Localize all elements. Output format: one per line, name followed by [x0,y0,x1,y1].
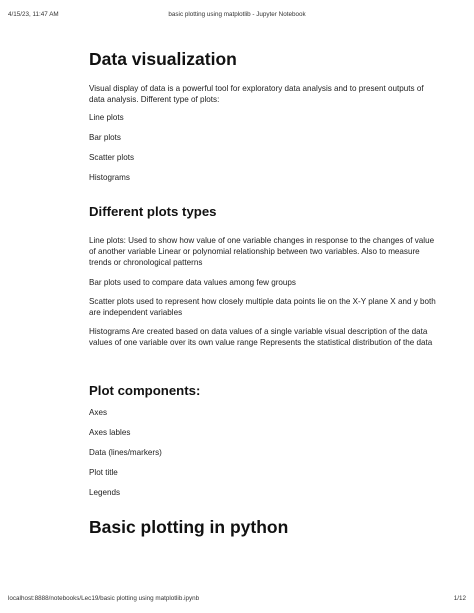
intro-paragraph: Visual display of data is a powerful tool for exploratory data analysis and to present outputs of data analysis. Different type of plots: [89,84,424,105]
heading-data-visualization: Data visualization [89,49,237,69]
plot-type-item: Bar plots [89,133,121,142]
plot-component-item: Legends [89,488,121,497]
print-header [0,11,474,23]
print-datetime: 4/15/23, 11:47 AM [8,11,59,18]
heading-basic-plotting: Basic plotting in python [89,517,289,537]
plot-type-description: Line plots: Used to show how value of one variable changes in response to the changes of value of another variable Linear or polynomial relationship between two variables. Also to measure trends or chronological patterns [89,236,435,268]
plot-component-item: Plot title [89,468,118,477]
plot-type-description: Bar plots used to compare data values among few groups [89,278,296,287]
plot-type-description: Scatter plots used to represent how closely multiple data points lie on the X-Y plane X and y both are independent variables [89,297,436,318]
plot-component-item: Data (lines/markers) [89,448,162,457]
plot-type-item: Line plots [89,113,124,122]
print-page-title: basic plotting using matplotlib - Jupyter Notebook [168,11,306,18]
heading-different-plots-types: Different plots types [89,204,217,219]
plot-type-item: Scatter plots [89,153,134,162]
plot-type-item: Histograms [89,173,130,182]
print-url: localhost:8888/notebooks/Lec19/basic plotting using matplotlib.ipynb [8,595,200,602]
plot-component-item: Axes lables [89,428,131,437]
plot-type-description: Histograms Are created based on data values of a single variable visual description of the data values of one variable over its own value range Represents the statistical distribution of the data [89,327,433,348]
plot-component-item: Axes [89,408,107,417]
heading-plot-components: Plot components: [89,383,201,398]
print-footer [0,595,474,607]
print-page-number: 1/12 [453,595,466,602]
